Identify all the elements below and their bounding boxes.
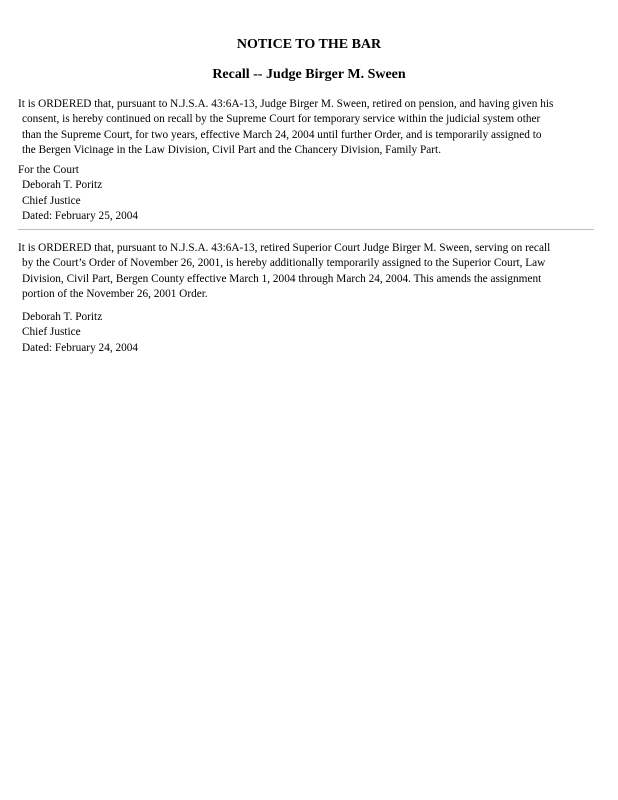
page-subtitle: Recall -- Judge Birger M. Sween [212,67,406,82]
signature-for-court: For the Court [18,164,79,176]
order-2-line: by the Court’s Order of November 26, 2001, is hereby additionally temporarily assigned to the Superior Court, Law [22,257,546,270]
signature-name: Deborah T. Poritz [22,311,103,323]
order-2-line: portion of the November 26, 2001 Order. [22,287,208,300]
section-divider [18,229,594,230]
signature-role: Chief Justice [22,194,81,207]
order-1-line: consent, is hereby continued on recall by the Supreme Court for temporary service within the judicial system other [22,113,541,126]
order-1-line: the Bergen Vicinage in the Law Division, Civil Part and the Chancery Division, Family Part. [22,143,442,156]
order-1-paragraph [18,97,600,158]
page-title: NOTICE TO THE BAR [236,37,382,52]
order-1-line: It is ORDERED that, pursuant to N.J.S.A. 43:6A-13, Judge Birger M. Sween, retired on pension, and having given his [18,98,554,110]
order-1-signature-block [18,163,600,224]
signature-name: Deborah T. Poritz [22,179,103,192]
order-2-signature-block [18,310,600,356]
order-2-line: Division, Civil Part, Bergen County effective March 1, 2004 through March 24, 2004. This amends the assignment [22,272,542,285]
signature-date: Dated: February 24, 2004 [22,341,139,354]
signature-role: Chief Justice [22,326,81,339]
order-1-line: than the Supreme Court, for two years, effective March 24, 2004 until further Order, and is temporarily assigned to [22,128,542,141]
order-2-line: It is ORDERED that, pursuant to N.J.S.A. 43:6A-13, retired Superior Court Judge Birger M. Sween, serving on recall [18,242,551,254]
signature-date: Dated: February 25, 2004 [22,209,139,222]
order-2-paragraph [18,241,600,302]
